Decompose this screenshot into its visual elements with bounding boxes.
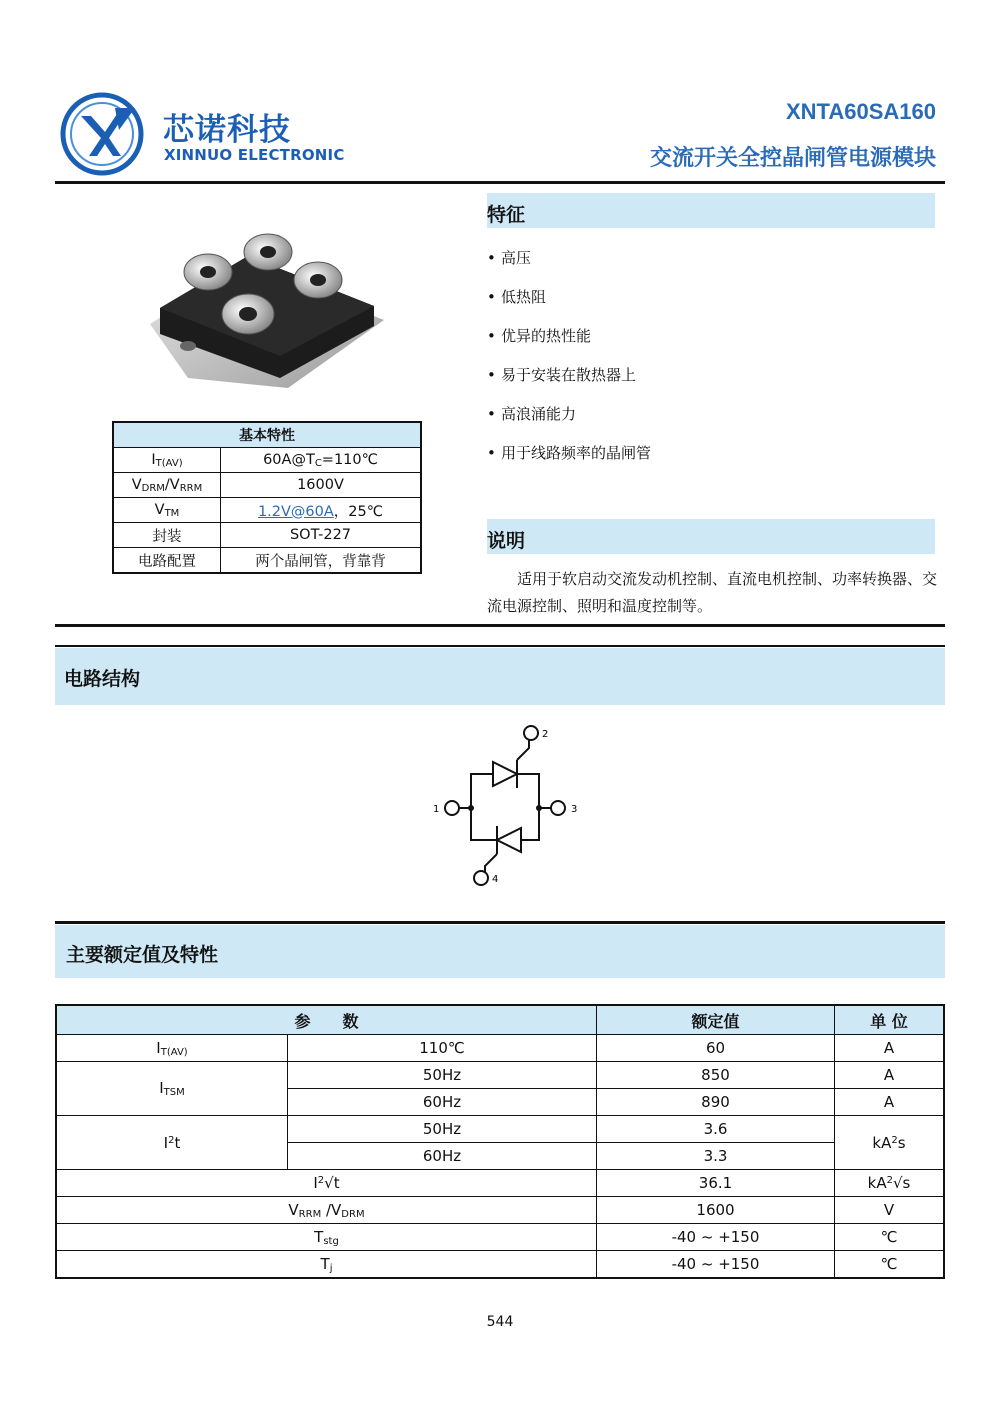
table-row xyxy=(56,1116,944,1143)
value-cell: 850 xyxy=(597,1062,835,1089)
circuit-header xyxy=(55,648,945,705)
list-item: • 易于安装在散热器上 xyxy=(487,366,637,384)
basic-table-title: 基本特性 xyxy=(113,422,421,448)
table-row xyxy=(56,1035,944,1062)
condition-cell: 60Hz xyxy=(288,1143,597,1170)
param-cell: $V_{DRM}/V_{RRM}$ xyxy=(113,473,221,498)
pin-label: 1 xyxy=(433,804,440,815)
symbol-cell: $I_{T(AV)}$ xyxy=(56,1035,288,1062)
unit-cell: A xyxy=(835,1089,945,1116)
value-cell: 3.3 xyxy=(597,1143,835,1170)
value-cell: -40 ~ +150 xyxy=(597,1224,835,1251)
features-title: 特征 xyxy=(487,204,526,226)
unit-cell: A xyxy=(835,1035,945,1062)
symbol-cell: $V_{RRM}$ $/V_{DRM}$ xyxy=(56,1197,597,1224)
symbol-cell: $I^2t$ xyxy=(56,1116,288,1170)
table-row xyxy=(113,548,421,574)
table-row xyxy=(113,523,421,548)
features-list xyxy=(487,249,937,483)
table-row xyxy=(56,1251,944,1279)
param-cell: $I_{T(AV)}$ xyxy=(113,448,221,473)
company-name-en: XINNUO ELECTRONIC xyxy=(164,146,345,164)
features-header xyxy=(487,193,935,228)
value-cell: 3.6 xyxy=(597,1116,835,1143)
value-cell: 60 xyxy=(597,1035,835,1062)
value-cell: 1.2V@60A，25℃ xyxy=(221,498,422,523)
list-item: • 高压 xyxy=(487,249,532,267)
symbol-cell: $T_j$ xyxy=(56,1251,597,1279)
table-row xyxy=(56,1062,944,1089)
list-item: • 低热阻 xyxy=(487,288,547,306)
explanation-title: 说明 xyxy=(487,530,526,552)
pin-label: 3 xyxy=(571,804,578,815)
product-photo xyxy=(148,228,386,396)
circuit-title: 电路结构 xyxy=(64,668,141,690)
ratings-top-rule xyxy=(55,921,945,924)
header-unit: 单 位 xyxy=(835,1005,945,1035)
table-row xyxy=(56,1197,944,1224)
list-item: • 高浪涌能力 xyxy=(487,405,577,423)
pin-label: 2 xyxy=(542,729,549,740)
value-cell: 1600V xyxy=(221,473,422,498)
section-divider xyxy=(55,624,945,627)
value-cell: 890 xyxy=(597,1089,835,1116)
symbol-cell: $I^2√t$ xyxy=(56,1170,597,1197)
explanation-text: 适用于软启动交流发动机控制、直流电机控制、功率转换器、交流电源控制、照明和温度控制等。 xyxy=(487,570,938,615)
value-cell: $60A@T_C=110℃$ xyxy=(221,448,422,473)
page-number: 544 xyxy=(486,1314,514,1330)
table-row xyxy=(113,498,421,523)
unit-cell: V xyxy=(835,1197,945,1224)
value-cell: 两个晶闸管，背靠背 xyxy=(221,548,422,574)
param-cell: $V_{TM}$ xyxy=(113,498,221,523)
condition-cell: 50Hz xyxy=(288,1116,597,1143)
pin-label: 4 xyxy=(492,874,499,885)
unit-cell: $kA^2s$ xyxy=(835,1116,945,1170)
ratings-table xyxy=(55,1004,945,1279)
param-cell: 电路配置 xyxy=(113,548,221,574)
part-number: XNTA60SA160 xyxy=(786,99,936,124)
condition-cell: 50Hz xyxy=(288,1062,597,1089)
table-row xyxy=(113,473,421,498)
table-row xyxy=(56,1170,944,1197)
unit-cell: $kA^2√s$ xyxy=(835,1170,945,1197)
basic-characteristics-table xyxy=(112,421,422,574)
value-cell: 36.1 xyxy=(597,1170,835,1197)
list-item: • 用于线路频率的晶闸管 xyxy=(487,444,652,462)
symbol-cell: $T_{stg}$ xyxy=(56,1224,597,1251)
unit-cell: ℃ xyxy=(835,1224,945,1251)
value-link[interactable]: 1.2V@60A xyxy=(257,503,334,520)
header-param: 参 数 xyxy=(56,1005,597,1035)
circuit-top-rule xyxy=(55,645,945,647)
param-cell: 封装 xyxy=(113,523,221,548)
ratings-title: 主要额定值及特性 xyxy=(66,944,219,966)
circuit-diagram xyxy=(425,720,585,892)
explanation-header xyxy=(487,519,935,554)
unit-cell: A xyxy=(835,1062,945,1089)
unit-cell: ℃ xyxy=(835,1251,945,1279)
value-cell: SOT-227 xyxy=(221,523,422,548)
condition-cell: 110℃ xyxy=(288,1035,597,1062)
header-rating: 额定值 xyxy=(597,1005,835,1035)
table-row xyxy=(113,448,421,473)
company-name-cn: 芯诺科技 xyxy=(163,112,291,148)
value-cell: -40 ~ +150 xyxy=(597,1251,835,1279)
list-item: • 优异的热性能 xyxy=(487,327,592,345)
header-divider xyxy=(55,181,945,184)
product-description: 交流开关全控晶闸管电源模块 xyxy=(649,146,936,171)
company-logo-icon xyxy=(59,92,145,176)
symbol-cell: $I_{TSM}$ xyxy=(56,1062,288,1116)
condition-cell: 60Hz xyxy=(288,1089,597,1116)
value-cell: 1600 xyxy=(597,1197,835,1224)
table-row xyxy=(56,1224,944,1251)
